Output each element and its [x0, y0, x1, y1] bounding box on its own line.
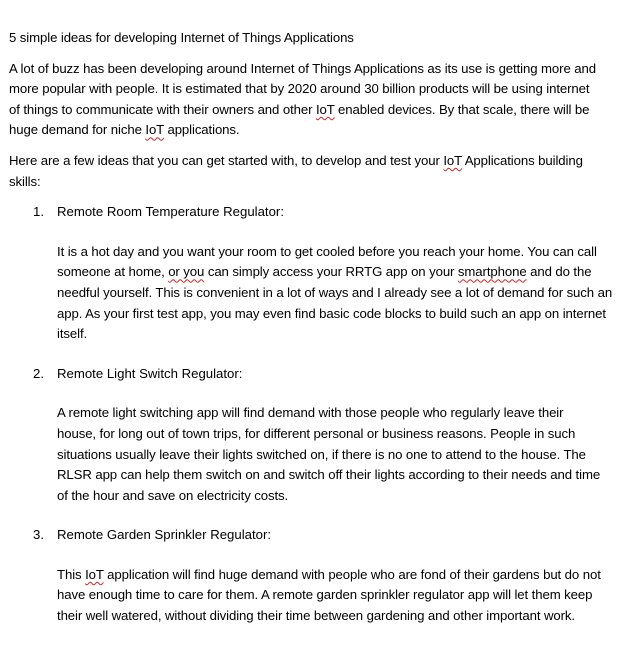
- text-line: skills:: [9, 173, 41, 189]
- text-segment: someone at home,: [57, 264, 169, 280]
- text-line: itself.: [57, 326, 88, 342]
- text-line: RLSR app can help them switch on and switch off their lights according to their needs and time: [57, 467, 601, 483]
- text-line: app. As your first test app, you may even find basic code blocks to build such an app on internet: [57, 305, 606, 321]
- text-line: [9, 100, 637, 121]
- document-page: [9, 28, 637, 646]
- text-line: [57, 262, 637, 283]
- intro-paragraph: [9, 59, 637, 141]
- text-segment: This: [57, 566, 86, 582]
- ideas-intro-paragraph: [9, 151, 637, 192]
- list-item-body: [9, 242, 637, 345]
- text-line: their well watered, without dividing their time between gardening and other important work.: [57, 608, 575, 624]
- text-segment: Here are a few ideas that you can get started with, to develop and test your: [9, 152, 444, 168]
- spellcheck-flagged-word: IoT: [443, 152, 462, 168]
- text-segment: of things to communicate with their owners and other: [9, 101, 316, 117]
- text-line: have enough time to care for them. A remote garden sprinkler regulator app will let them keep: [57, 587, 593, 603]
- text-line: A remote light switching app will find demand with those people who regularly leave their: [57, 405, 564, 421]
- list-item-number: 3.: [33, 527, 44, 543]
- text-line: needful yourself. This is convenient in a lot of ways and I already see a lot of demand for such an: [57, 284, 613, 300]
- list-item-body: [9, 565, 637, 627]
- list-item-heading: Remote Room Temperature Regulator:: [57, 204, 284, 220]
- text-line: [9, 151, 637, 172]
- list-item-body: [9, 403, 637, 506]
- ideas-list: [9, 202, 637, 627]
- text-line: of the hour and save on electricity costs.: [57, 487, 289, 503]
- text-line: more popular with people. It is estimated that by 2020 around 30 billion products will be using internet: [9, 81, 590, 97]
- list-item-number: 2.: [33, 365, 44, 381]
- text-segment: enabled devices. By that scale, there will be: [334, 101, 590, 117]
- text-segment: application will find huge demand with people who are fond of their gardens but do not: [103, 566, 601, 582]
- text-segment: and do the: [526, 264, 592, 280]
- text-segment: Applications building: [461, 152, 583, 168]
- spellcheck-flagged-word: smartphone: [457, 264, 527, 280]
- text-line: situations usually leave their lights switched on, if there is no one to attend to the house. The: [57, 446, 586, 462]
- text-line: A lot of buzz has been developing around Internet of Things Applications as its use is getting more and: [9, 60, 596, 76]
- list-item: [9, 525, 637, 626]
- text-line: [9, 120, 637, 141]
- list-item-number: 1.: [33, 204, 44, 220]
- spellcheck-flagged-word: IoT: [85, 566, 104, 582]
- list-item: [9, 202, 637, 345]
- text-line: house, for long out of town trips, for different personal or business reasons. People in such: [57, 425, 576, 441]
- text-line: It is a hot day and you want your room to get cooled before you reach your home. You can call: [57, 243, 597, 259]
- text-line: [57, 565, 637, 586]
- list-item: [9, 364, 637, 507]
- spellcheck-flagged-word: or you: [168, 264, 205, 280]
- spellcheck-flagged-word: IoT: [315, 101, 335, 117]
- list-item-heading: Remote Garden Sprinkler Regulator:: [57, 527, 272, 543]
- document-title: 5 simple ideas for developing Internet of Things Applications: [9, 30, 354, 45]
- spellcheck-flagged-word: IoT: [145, 122, 164, 138]
- text-segment: can simply access your RRTG app on your: [204, 264, 458, 280]
- list-item-heading: Remote Light Switch Regulator:: [57, 365, 243, 381]
- text-segment: applications.: [163, 122, 240, 138]
- text-segment: huge demand for niche: [9, 122, 146, 138]
